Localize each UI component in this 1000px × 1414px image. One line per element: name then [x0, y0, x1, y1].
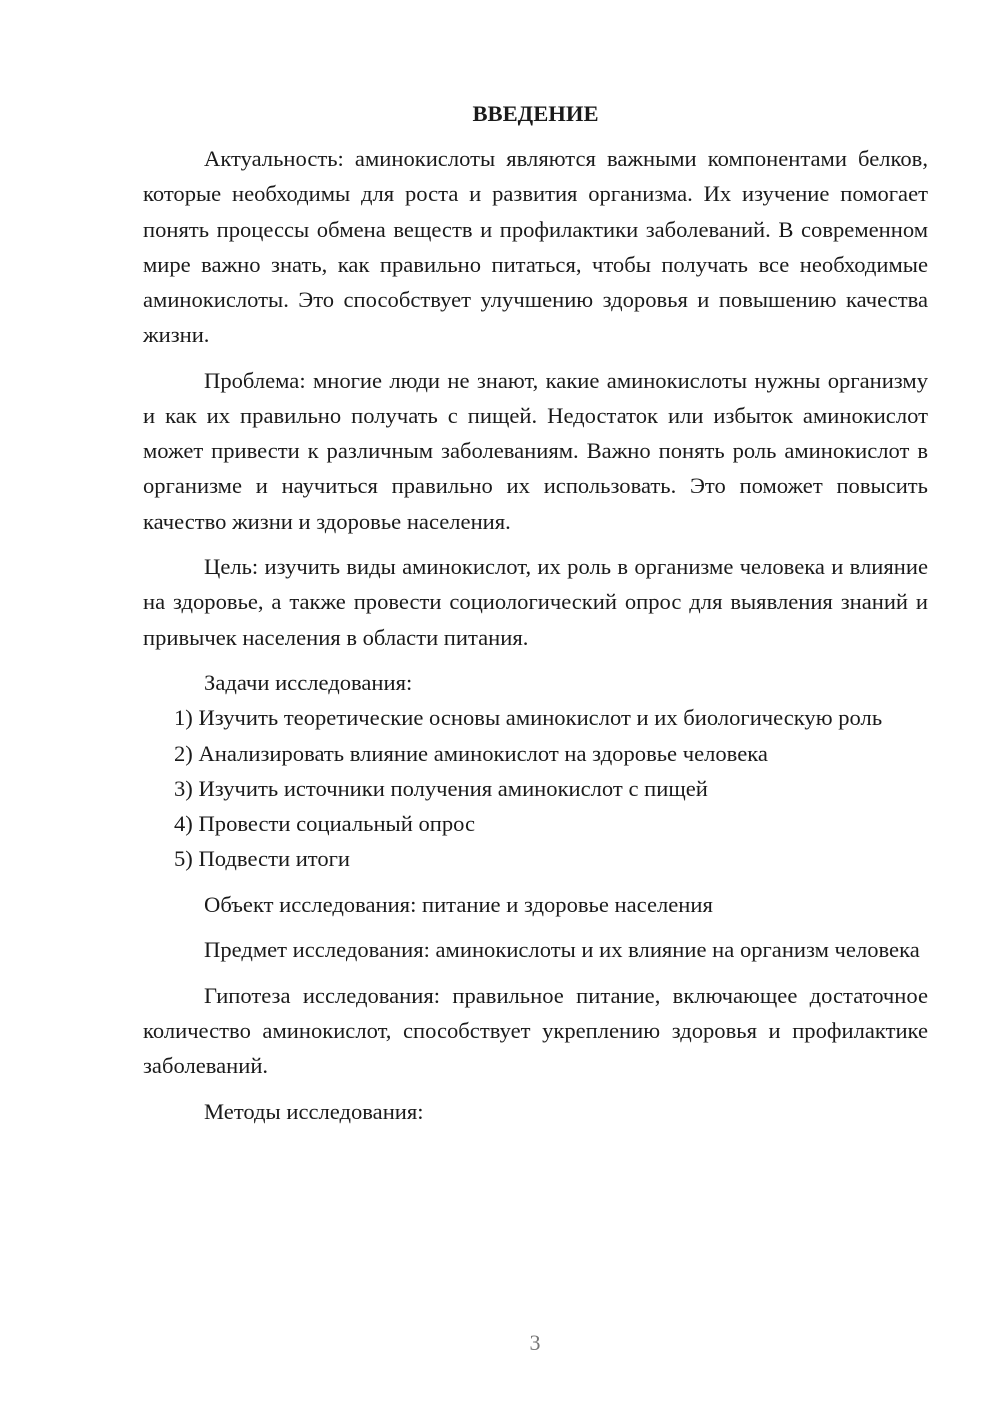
methods-heading: Методы исследования: — [204, 1099, 424, 1125]
paragraph-goal: Цель: изучить виды аминокислот, их роль в организме человека и влияние на здоровье, а также провести социологический опрос для выявления знаний и привычек населения в области питания. — [143, 554, 928, 650]
page-title: ВВЕДЕНИЕ — [472, 101, 599, 126]
task-item-5: 5) Подвести итоги — [174, 846, 351, 872]
task-item-1: 1) Изучить теоретические основы аминокислот и их биологическую роль — [174, 705, 883, 731]
paragraph-relevance: Актуальность: аминокислоты являются важными компонентами белков, которые необходимы для роста и развития организма. Их изучение помогает понять процессы обмена веществ и профилактики заболеваний. В современном мире важно знать, как правильно питаться, чтобы получать все необходимые аминокислоты. Это способствует улучшению здоровья и повышению качества жизни. — [143, 146, 928, 348]
paragraph-subject: Предмет исследования: аминокислоты и их влияние на организм человека — [204, 937, 920, 963]
paragraph-object: Объект исследования: питание и здоровье населения — [204, 891, 713, 917]
task-item-3: 3) Изучить источники получения аминокислот с пищей — [174, 775, 708, 801]
document-page — [143, 96, 928, 1129]
paragraph-problem: Проблема: многие люди не знают, какие аминокислоты нужны организму и как их правильно получать с пищей. Недостаток или избыток аминокислот может привести к различным заболеваниям. Важно понять роль аминокислот в организме и научиться правильно их использовать. Это поможет повысить качество жизни и здоровье населения. — [143, 367, 928, 534]
tasks-heading: Задачи исследования: — [204, 670, 413, 696]
paragraph-hypothesis: Гипотеза исследования: правильное питание, включающее достаточное количество аминокислот, способствует укреплению здоровья и профилактике заболеваний. — [143, 983, 928, 1079]
page-number: 3 — [529, 1330, 541, 1355]
task-item-4: 4) Провести социальный опрос — [174, 811, 476, 837]
task-item-2: 2) Анализировать влияние аминокислот на здоровье человека — [174, 740, 768, 766]
